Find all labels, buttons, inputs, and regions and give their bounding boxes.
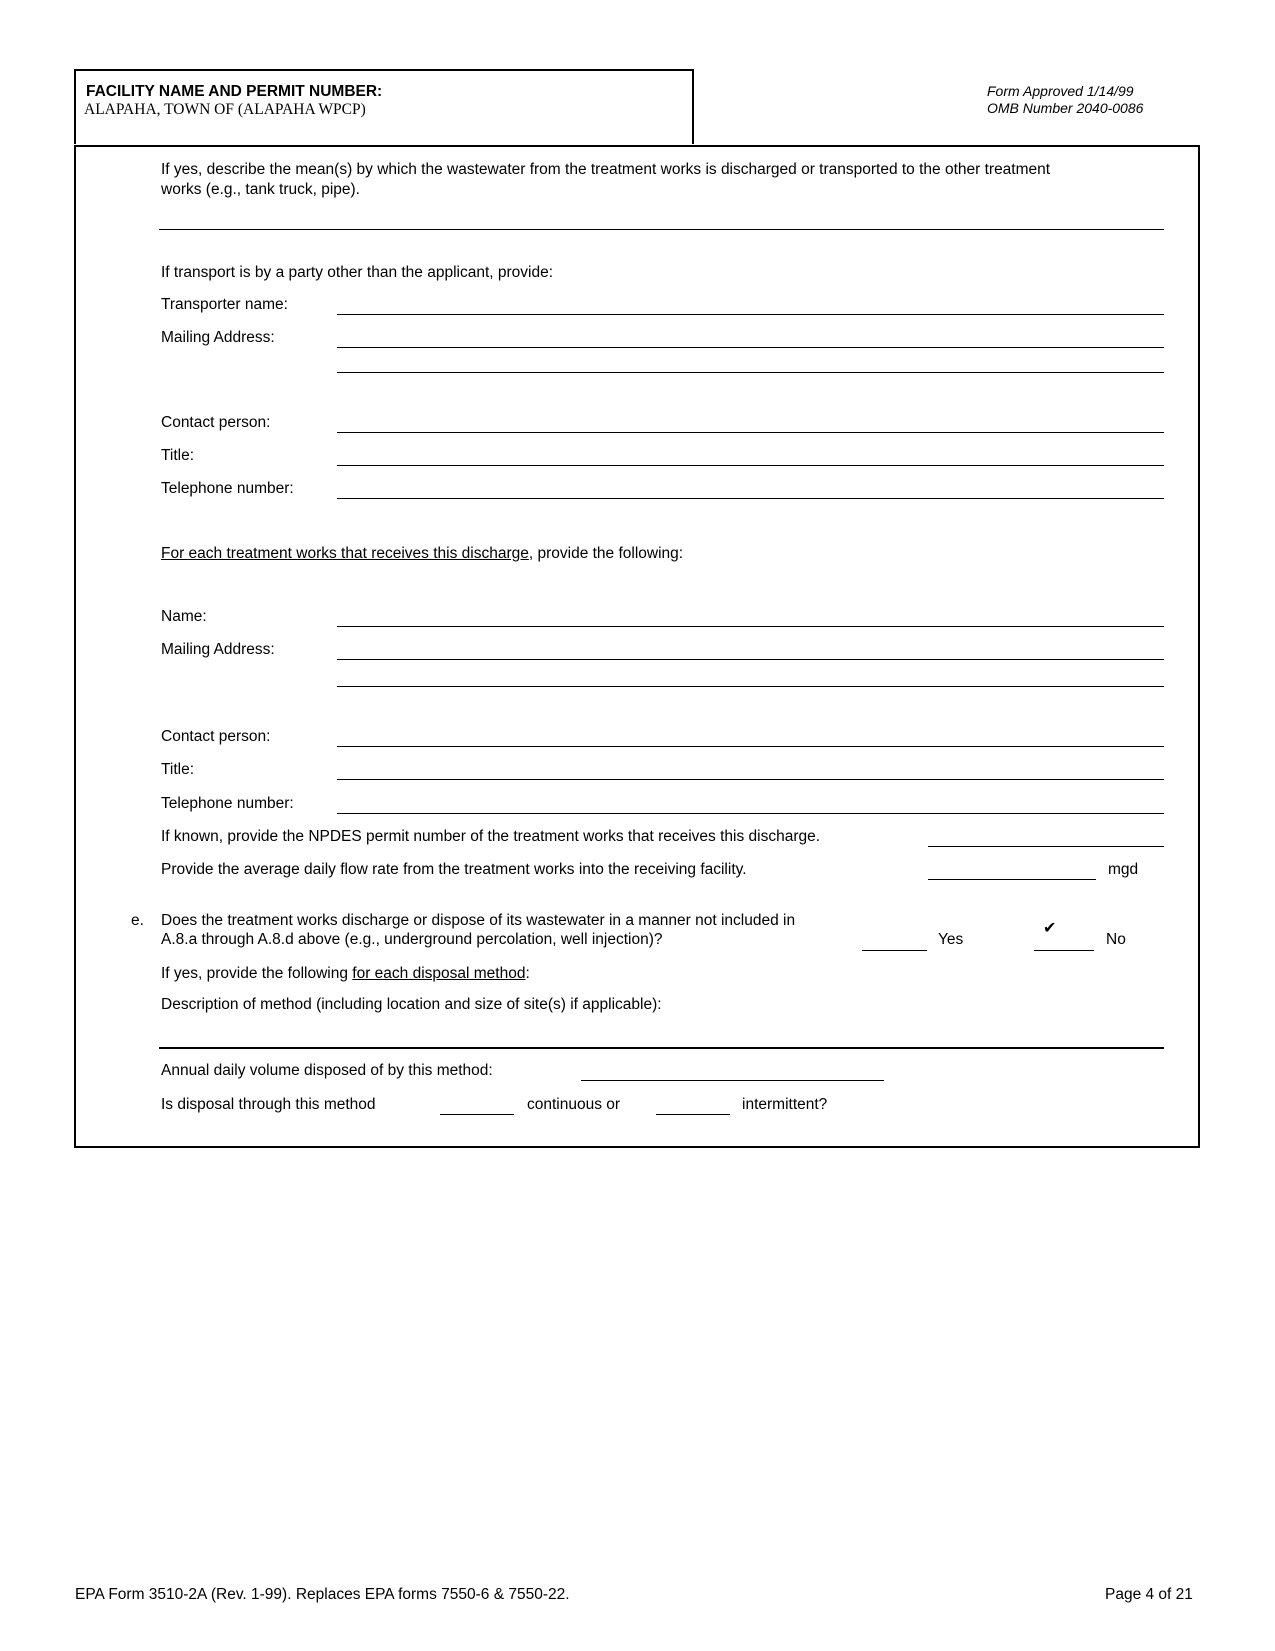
yes-answer-field[interactable] — [862, 950, 927, 951]
receiving-title-label: Title: — [161, 761, 195, 778]
transporter-name-field[interactable] — [337, 314, 1164, 315]
intermittent-label: intermittent? — [742, 1096, 828, 1113]
transport-intro-line2: works (e.g., tank truck, pipe). — [161, 181, 360, 198]
ifyes-suffix: : — [525, 965, 530, 982]
transporter-name-label: Transporter name: — [161, 296, 288, 313]
receiving-title-field[interactable] — [337, 779, 1164, 780]
receiving-intro — [161, 544, 683, 563]
flow-unit: mgd — [1108, 861, 1139, 878]
transporter-telephone-field[interactable] — [337, 498, 1164, 499]
ifyes-underlined: for each disposal method — [352, 965, 526, 982]
ifyes-prefix: If yes, provide the following — [161, 965, 353, 982]
receiving-address-label: Mailing Address: — [161, 641, 275, 658]
flow-question: Provide the average daily flow rate from the treatment works into the receiving facility. — [161, 861, 747, 878]
section-e-letter: e. — [131, 912, 144, 929]
yes-label: Yes — [938, 931, 964, 948]
footer-page-number: Page 4 of 21 — [1105, 1586, 1193, 1603]
receiving-intro-rest: , provide the following: — [528, 545, 684, 562]
ifyes-disposal-intro — [161, 964, 530, 983]
transporter-address-label: Mailing Address: — [161, 329, 275, 346]
receiving-name-label: Name: — [161, 608, 207, 625]
facility-label: FACILITY NAME AND PERMIT NUMBER: — [86, 83, 383, 100]
party-intro: If transport is by a party other than the applicant, provide: — [161, 264, 554, 281]
no-label: No — [1106, 931, 1126, 948]
transporter-contact-label: Contact person: — [161, 414, 271, 431]
intermittent-field[interactable] — [656, 1114, 730, 1115]
continuous-field[interactable] — [440, 1114, 514, 1115]
receiving-telephone-label: Telephone number: — [161, 795, 294, 812]
transporter-address-field-1[interactable] — [337, 347, 1164, 348]
section-e-question-line1: Does the treatment works discharge or dispose of its wastewater in a manner not included in — [161, 912, 796, 929]
receiving-contact-label: Contact person: — [161, 728, 271, 745]
npdes-permit-field[interactable] — [928, 846, 1164, 847]
transport-means-field[interactable] — [159, 229, 1164, 230]
no-checkmark-icon: ✔ — [1043, 920, 1057, 937]
receiving-name-field[interactable] — [337, 626, 1164, 627]
transporter-title-label: Title: — [161, 447, 195, 464]
section-e-question-line2: A.8.a through A.8.d above (e.g., underground percolation, well injection)? — [161, 931, 663, 948]
annual-volume-field[interactable] — [581, 1080, 884, 1081]
omb-number: OMB Number 2040-0086 — [987, 100, 1144, 116]
annual-volume-label: Annual daily volume disposed of by this method: — [161, 1062, 493, 1079]
facility-value: ALAPAHA, TOWN OF (ALAPAHA WPCP) — [84, 101, 366, 118]
footer-form-id: EPA Form 3510-2A (Rev. 1-99). Replaces EPA forms 7550-6 & 7550-22. — [75, 1586, 570, 1603]
transporter-title-field[interactable] — [337, 465, 1164, 466]
disposal-method-label: Is disposal through this method — [161, 1096, 376, 1113]
continuous-label: continuous or — [527, 1096, 621, 1113]
npdes-question: If known, provide the NPDES permit number of the treatment works that receives this discharge. — [161, 828, 821, 845]
form-approval-info — [987, 83, 1143, 117]
form-approved-date: Form Approved 1/14/99 — [987, 83, 1134, 99]
receiving-address-field-2[interactable] — [337, 686, 1164, 687]
transporter-contact-field[interactable] — [337, 432, 1164, 433]
transporter-telephone-label: Telephone number: — [161, 480, 294, 497]
transporter-address-field-2[interactable] — [337, 372, 1164, 373]
receiving-telephone-field[interactable] — [337, 813, 1164, 814]
receiving-address-field-1[interactable] — [337, 659, 1164, 660]
receiving-contact-field[interactable] — [337, 746, 1164, 747]
flow-rate-field[interactable] — [928, 879, 1096, 880]
method-description-field[interactable] — [159, 1047, 1164, 1049]
method-description-label: Description of method (including location and size of site(s) if applicable): — [161, 996, 662, 1013]
receiving-intro-underlined: For each treatment works that receives this discharge — [161, 545, 529, 562]
transport-intro-line1: If yes, describe the mean(s) by which the wastewater from the treatment works is discharged or transported to the other treatment — [161, 161, 1051, 178]
no-answer-field[interactable] — [1034, 950, 1094, 951]
